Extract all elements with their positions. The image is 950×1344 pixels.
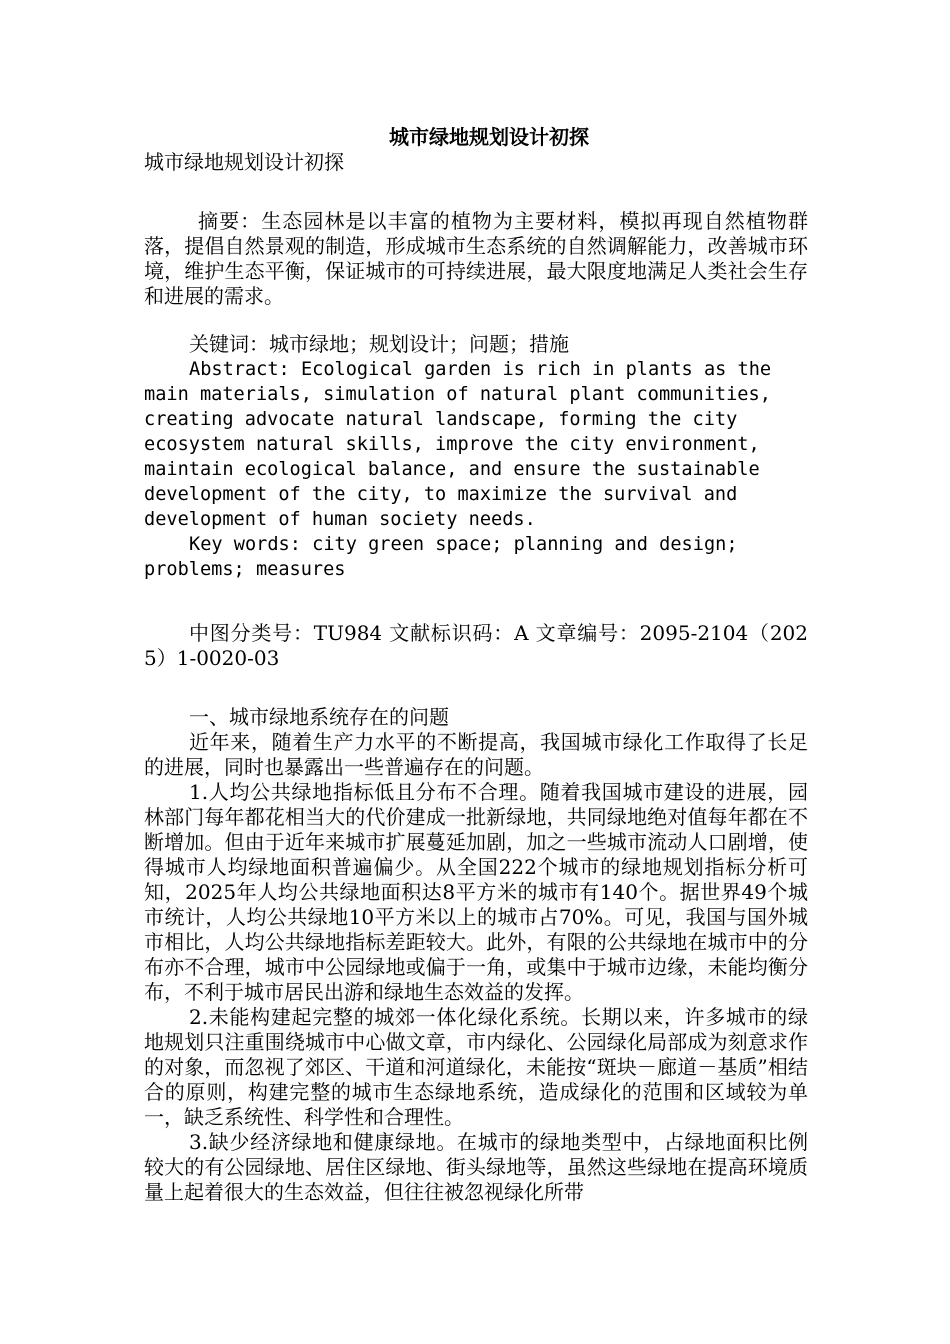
keywords-en: Key words: city green space; planning and design; problems; measures (144, 534, 738, 580)
section-intro: 近年来，随着生产力水平的不断提高，我国城市绿化工作取得了长足的进展，同时也暴露出一些普遍存在的问题。 (144, 730, 808, 779)
spacer (144, 671, 808, 705)
paragraph-item-1: 1.人均公共绿地指标低且分布不合理。随着我国城市建设的进展，园林部门每年都花相当大的代价建成一批新绿地，共同绿地绝对值每年都在不断增加。但由于近年来城市扩展蔓延加剧，加之一些城市流动人口剧增，使得城市人均绿地面积普遍偏少。从全国222个城市的绿地规划指标分析可知，2025年人均公共绿地面积达8平方米的城市有140个。据世界49个城市统计，人均公共绿地10平方米以上的城市占70%。可见，我国与国外城市相比，人均公共绿地指标差距较大。此外，有限的公共绿地在城市中的分布亦不合理，城市中公园绿地或偏于一角，或集中于城市边缘，未能均衡分布，不利于城市居民出游和绿地生态效益的发挥。 (144, 780, 808, 1004)
abstract-en: Abstract: Ecological garden is rich in plants as the main materials, simulation of natural plant communities, creating advocate natural landscape, forming the city ecosystem natural skills, improve the city environment, maintain ecological balance, and ensure the sustainable development of the city, to maximize the survival and development of human society needs. (144, 359, 772, 530)
document-title: 城市绿地规划设计初探 (389, 125, 589, 149)
paragraph-item-2: 2.未能构建起完整的城郊一体化绿化系统。长期以来，许多城市的绿地规划只注重围绕城市中心做文章，市内绿化、公园绿化局部成为刻意求作的对象，而忽视了郊区、干道和河道绿化，未能按“斑块－廊道－基质”相结合的原则，构建完整的城市生态绿地系统，造成绿化的范围和区域较为单一，缺乏系统性、科学性和合理性。 (144, 1005, 808, 1129)
abstract-cn: 摘要：生态园林是以丰富的植物为主要材料，模拟再现自然植物群落，提倡自然景观的制造，形成城市生态系统的自然调解能力，改善城市环境，维护生态平衡，保证城市的可持续进展，最大限度地满足人类社会生存和进展的需求。 (144, 209, 808, 308)
document-page (144, 124, 808, 1205)
section-heading: 一、城市绿地系统存在的问题 (189, 705, 449, 729)
paragraph-item-3: 3.缺少经济绿地和健康绿地。在城市的绿地类型中，占绿地面积比例较大的有公园绿地、居住区绿地、街头绿地等，虽然这些绿地在提高环境质量上起着很大的生态效益，但往往被忽视绿化所带 (144, 1130, 808, 1204)
spacer (144, 175, 808, 209)
document-subtitle: 城市绿地规划设计初探 (144, 150, 344, 174)
classification-info: 中图分类号：TU984 文献标识码：A 文章编号：2095-2104（2025）1-0020-03 (144, 621, 808, 670)
keywords-cn: 关键词：城市绿地；规划设计；问题；措施 (189, 332, 569, 356)
spacer (144, 582, 808, 621)
spacer (144, 309, 808, 332)
